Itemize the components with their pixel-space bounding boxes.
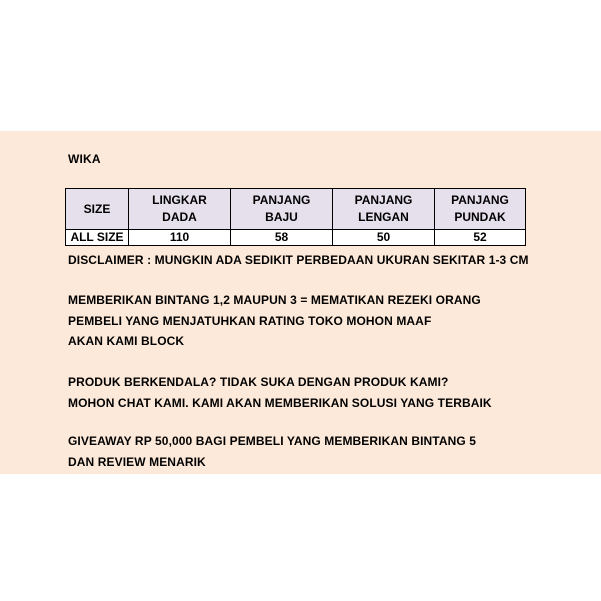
header-panjang-lengan: PANJANG LENGAN: [333, 189, 435, 230]
table-header-row: [66, 189, 526, 230]
giveaway-notice-line: GIVEAWAY RP 50,000 BAGI PEMBELI YANG MEMBERIKAN BINTANG 5: [68, 434, 477, 448]
rating-notice-line: AKAN KAMI BLOCK: [68, 334, 185, 348]
cell-panjang-pundak: 52: [435, 230, 526, 246]
support-notice-line: MOHON CHAT KAMI. KAMI AKAN MEMBERIKAN SOLUSI YANG TERBAIK: [68, 395, 492, 410]
cell-size: ALL SIZE: [66, 230, 129, 246]
rating-notice: [68, 290, 481, 352]
header-lingkar-dada: LINGKAR DADA: [129, 189, 231, 230]
giveaway-notice-line: DAN REVIEW MENARIK: [68, 454, 206, 469]
table-row: [66, 230, 526, 246]
rating-notice-line: PEMBELI YANG MENJATUHKAN RATING TOKO MOHON MAAF: [68, 313, 432, 328]
cell-panjang-lengan: 50: [333, 230, 435, 246]
cell-panjang-baju: 58: [231, 230, 333, 246]
header-panjang-baju: PANJANG BAJU: [231, 189, 333, 230]
disclaimer-text: DISCLAIMER : MUNGKIN ADA SEDIKIT PERBEDAAN UKURAN SEKITAR 1-3 CM: [68, 253, 529, 267]
header-panjang-pundak: PANJANG PUNDAK: [435, 189, 526, 230]
support-notice-line: PRODUK BERKENDALA? TIDAK SUKA DENGAN PRODUK KAMI?: [68, 375, 449, 389]
support-notice: [68, 372, 492, 413]
cell-lingkar-dada: 110: [129, 230, 231, 246]
rating-notice-line: MEMBERIKAN BINTANG 1,2 MAUPUN 3 = MEMATIKAN REZEKI ORANG: [68, 293, 481, 307]
product-title: WIKA: [68, 152, 101, 166]
header-size: SIZE: [66, 189, 129, 230]
giveaway-notice: [68, 431, 476, 472]
size-chart-table: [65, 188, 526, 246]
